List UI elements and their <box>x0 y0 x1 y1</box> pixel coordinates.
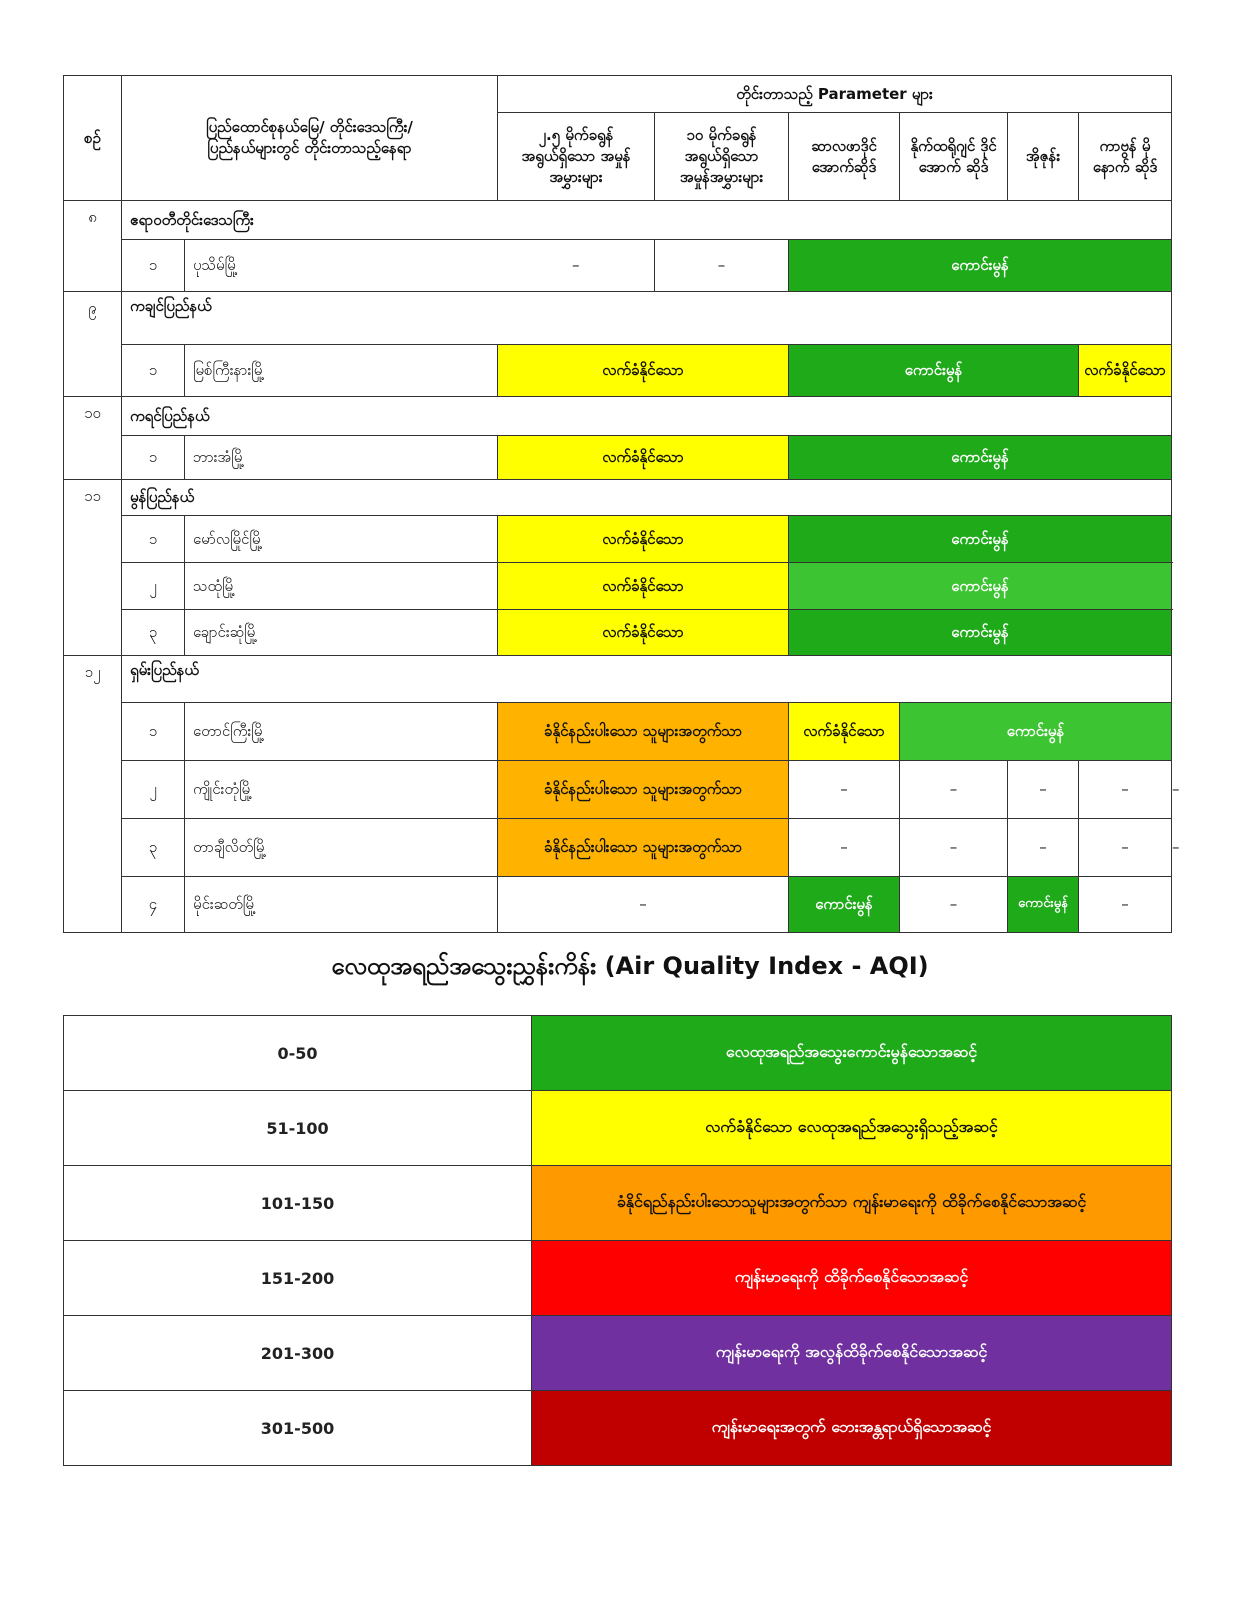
town-name: သထုံမြို့ <box>185 563 498 610</box>
status-good: ကောင်းမွန် <box>789 563 1172 610</box>
region-name: ဧရာဝတီတိုင်းဒေသကြီး <box>122 201 1172 240</box>
table-row <box>64 563 1172 610</box>
header-params-group: တိုင်းတာသည့် Parameter များ <box>498 76 1172 113</box>
aqi-range: 201-300 <box>64 1316 532 1391</box>
header-so2: ဆာလဖာဒိုင် အောက်ဆိုဒ် <box>789 113 900 201</box>
aqi-level-row <box>64 1016 1172 1091</box>
aqi-range: 0-50 <box>64 1016 532 1091</box>
header-pm25: ၂.၅ မိုက်ခရွန် အရွယ်ရှိသော အမှုန်အမွှားများ <box>498 113 655 201</box>
aqi-level-label: လေထုအရည်အသွေးကောင်းမွန်သောအဆင့် <box>532 1016 1172 1091</box>
town-no: ၄ <box>122 877 185 933</box>
town-name: ချောင်းဆုံမြို့ <box>185 610 498 656</box>
status-good: ကောင်းမွန် <box>789 877 900 933</box>
aqi-title: လေထုအရည်အသွေးညွှန်းကိန်း (Air Quality Index - AQI) <box>331 952 929 980</box>
status-good: ကောင်းမွန် <box>789 436 1172 480</box>
town-no: ၁ <box>122 240 185 292</box>
region-row <box>64 201 1172 240</box>
header-no: စဉ် <box>64 76 122 201</box>
table-row: ၃ တာချီလိတ်မြို့ ခံနိုင်နည်းပါးသော သူများအတွက်သာ – – – – – <box>64 819 1172 877</box>
cell-pm10: – <box>789 819 900 877</box>
header-o3: အိုဇုန်း <box>1008 113 1079 201</box>
town-no: ၁ <box>122 516 185 563</box>
header-location: ပြည်ထောင်စုနယ်မြေ/ တိုင်းဒေသကြီး/ ပြည်နယ်များတွင် တိုင်းတာသည့်နေရာ <box>122 76 498 201</box>
region-name: မွန်ပြည်နယ် <box>122 480 1172 516</box>
status-good: ကောင်းမွန် <box>789 345 1079 397</box>
town-no: ၁ <box>122 436 185 480</box>
cell-so2: – <box>900 761 1008 819</box>
aqi-range: 151-200 <box>64 1241 532 1316</box>
status-moderate-o3: လက်ခံနိုင်သော <box>1079 345 1172 397</box>
aqi-level-row <box>64 1391 1172 1466</box>
region-row <box>64 397 1172 436</box>
status-moderate: လက်ခံနိုင်သော <box>498 516 789 563</box>
aqi-level-row <box>64 1316 1172 1391</box>
status-good: ကောင်းမွန် <box>900 703 1172 761</box>
region-no: ၁၁ <box>64 480 122 656</box>
aqi-level-label: ကျန်းမာရေးကို အလွန်ထိခိုက်စေနိုင်သောအဆင့် <box>532 1316 1172 1391</box>
region-row <box>64 656 1172 703</box>
cell-pm25: – <box>498 877 789 933</box>
aqi-level-label: ကျန်းမာရေးအတွက် ဘေးအန္တရာယ်ရှိသောအဆင့် <box>532 1391 1172 1466</box>
cell-o3: – <box>1079 877 1172 933</box>
region-name: ကရင်ပြည်နယ် <box>122 397 1172 436</box>
aqi-legend-table <box>63 1015 1172 1466</box>
town-no: ၃ <box>122 819 185 877</box>
table-row: ၄ မိုင်းဆတ်မြို့ – ကောင်းမွန် – ကောင်းမွန် – ကောင်းမွန် <box>64 877 1172 933</box>
status-moderate: လက်ခံနိုင်သော <box>498 563 789 610</box>
aqi-range: 101-150 <box>64 1166 532 1241</box>
status-moderate: လက်ခံနိုင်သော <box>789 703 900 761</box>
table-row <box>64 436 1172 480</box>
town-no: ၂ <box>122 761 185 819</box>
town-name: တောင်ကြီးမြို့ <box>185 703 498 761</box>
status-good: ကောင်းမွန် <box>789 516 1172 563</box>
status-sensitive: ခံနိုင်နည်းပါးသော သူများအတွက်သာ <box>498 819 789 877</box>
town-no: ၃ <box>122 610 185 656</box>
town-no: ၁ <box>122 345 185 397</box>
aqi-range: 301-500 <box>64 1391 532 1466</box>
town-name: ကျိုင်းတုံမြို့ <box>185 761 498 819</box>
aqi-level-row <box>64 1241 1172 1316</box>
status-moderate: လက်ခံနိုင်သော <box>498 436 789 480</box>
status-good: ကောင်းမွန် <box>789 610 1172 656</box>
status-moderate: လက်ခံနိုင်သော <box>498 345 789 397</box>
region-row <box>64 292 1172 345</box>
aqi-level-label: ကျန်းမာရေးကို ထိခိုက်စေနိုင်သောအဆင့် <box>532 1241 1172 1316</box>
cell-pm25: – <box>498 240 655 292</box>
status-good: ကောင်းမွန် <box>1008 877 1079 933</box>
region-no: ၈ <box>64 201 122 292</box>
town-name: မော်လမြိုင်မြို့ <box>185 516 498 563</box>
status-good: ကောင်းမွန် <box>789 240 1172 292</box>
region-no: ၁၀ <box>64 397 122 480</box>
header-pm10: ၁၀ မိုက်ခရွန် အရွယ်ရှိသော အမှုန်အမွှားများ <box>655 113 789 201</box>
header-row-1 <box>64 76 1172 113</box>
town-name: မိုင်းဆတ်မြို့ <box>185 877 498 933</box>
cell-no2: – <box>1008 761 1079 819</box>
region-name: ကချင်ပြည်နယ် <box>122 292 1172 345</box>
table-row: ၂ ကျိုင်းတုံမြို့ ခံနိုင်နည်းပါးသော သူများအတွက်သာ – – – – – <box>64 761 1172 819</box>
aqi-level-row <box>64 1166 1172 1241</box>
region-no: ၉ <box>64 292 122 397</box>
cell-no2: – <box>1008 819 1079 877</box>
air-quality-table <box>63 75 1230 933</box>
aqi-level-row <box>64 1091 1172 1166</box>
table-row <box>64 240 1172 292</box>
aqi-level-label: လက်ခံနိုင်သော လေထုအရည်အသွေးရှိသည့်အဆင့် <box>532 1091 1172 1166</box>
region-name: ရှမ်းပြည်နယ် <box>122 656 1172 703</box>
town-name: တာချီလိတ်မြို့ <box>185 819 498 877</box>
header-co: ကာဗွန် မိုနောက် ဆိုဒ် <box>1079 113 1172 201</box>
table-row <box>64 516 1172 563</box>
cell-so2: – <box>900 819 1008 877</box>
cell-so2: – <box>900 877 1008 933</box>
cell-pm10: – <box>655 240 789 292</box>
cell-o3: – <box>1079 819 1172 877</box>
region-row <box>64 480 1172 516</box>
cell-pm10: – <box>789 761 900 819</box>
town-no: ၂ <box>122 563 185 610</box>
status-sensitive: ခံနိုင်နည်းပါးသော သူများအတွက်သာ <box>498 761 789 819</box>
town-name: ပုသိမ်မြို့ <box>185 240 498 292</box>
aqi-level-label: ခံနိုင်ရည်နည်းပါးသောသူများအတွက်သာ ကျန်းမာရေးကို ထိခိုက်စေနိုင်သောအဆင့် <box>532 1166 1172 1241</box>
table-row <box>64 610 1172 656</box>
aqi-range: 51-100 <box>64 1091 532 1166</box>
header-no2: နိုက်ထရိုဂျင် ဒိုင်အောက် ဆိုဒ် <box>900 113 1008 201</box>
cell-o3: – <box>1079 761 1172 819</box>
status-moderate: လက်ခံနိုင်သော <box>498 610 789 656</box>
town-no: ၁ <box>122 703 185 761</box>
town-name: ဘားအံမြို့ <box>185 436 498 480</box>
region-no: ၁၂ <box>64 656 122 933</box>
table-row <box>64 703 1172 761</box>
table-row <box>64 345 1172 397</box>
town-name: မြစ်ကြီးနားမြို့ <box>185 345 498 397</box>
status-sensitive: ခံနိုင်နည်းပါးသော သူများအတွက်သာ <box>498 703 789 761</box>
